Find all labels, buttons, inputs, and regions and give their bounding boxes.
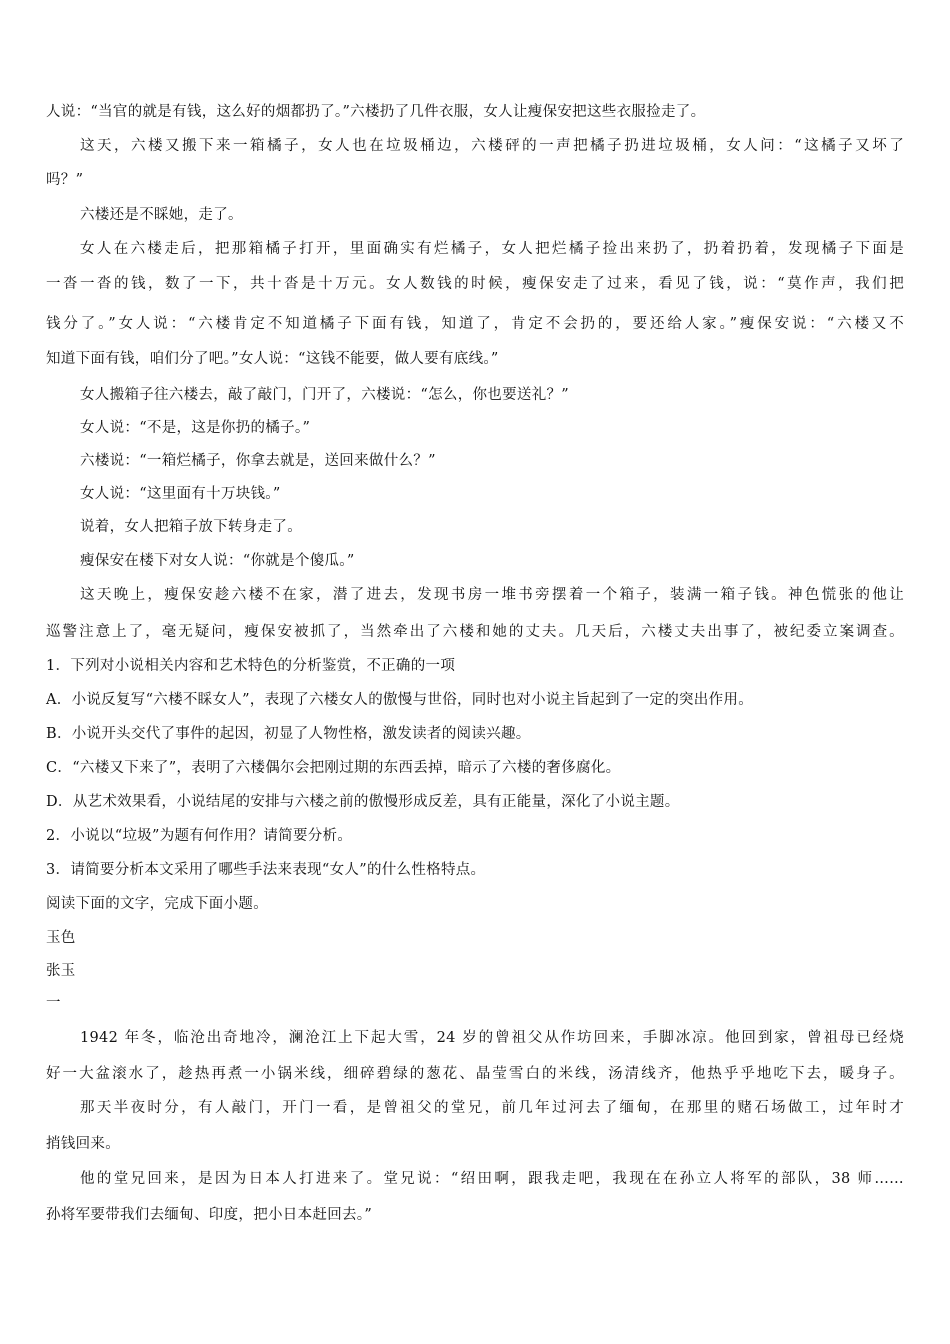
paragraph-line: 巡警注意上了，毫无疑问，瘦保安被抓了，当然牵出了六楼和她的丈夫。几天后，六楼丈夫出事了，被纪委立案调查。 (46, 624, 904, 640)
paragraph-line: 捎钱回来。 (46, 1136, 120, 1152)
story-title: 玉色 (46, 930, 76, 946)
question-line: 3．请简要分析本文采用了哪些手法来表现“女人”的什么性格特点。 (46, 862, 486, 878)
paragraph-line: 孙将军要带我们去缅甸、印度，把小日本赶回去。” (46, 1207, 373, 1223)
paragraph-line: 一沓一沓的钱，数了一下，共十沓是十万元。女人数钱的时候，瘦保安走了过来，看见了钱，说：“莫作声，我们把 (46, 276, 904, 292)
paragraph-line: 女人搬箱子往六楼去，敲了敲门，门开了，六楼说：“怎么，你也要送礼？” (80, 387, 570, 403)
paragraph-line: 钱分了。”女人说：“六楼肯定不知道橘子下面有钱，知道了，肯定不会扔的，要还给人家。”瘦保安说：“六楼又不 (46, 316, 904, 332)
paragraph-line: 那天半夜时分，有人敲门，开门一看，是曾祖父的堂兄，前几年过河去了缅甸，在那里的赌石场做工，过年时才 (80, 1100, 904, 1116)
story-author: 张玉 (46, 963, 76, 979)
paragraph-line: 好一大盆滚水了，趁热再煮一小锅米线，细碎碧绿的葱花、晶莹雪白的米线，汤清线齐，他热乎乎地吃下去，暖身子。 (46, 1066, 904, 1082)
paragraph-line: 知道下面有钱，咱们分了吧。”女人说：“这钱不能要，做人要有底线。” (46, 351, 499, 367)
paragraph-line: 这天，六楼又搬下来一箱橘子，女人也在垃圾桶边，六楼砰的一声把橘子扔进垃圾桶，女人问：“这橘子又坏了 (80, 138, 904, 154)
question-line: 1．下列对小说相关内容和艺术特色的分析鉴赏，不正确的一项 (46, 658, 456, 674)
paragraph-line: 人说：“当官的就是有钱，这么好的烟都扔了。”六楼扔了几件衣服，女人让瘦保安把这些衣服捡走了。 (46, 104, 706, 120)
option-line: A．小说反复写“六楼不睬女人”，表现了六楼女人的傲慢与世俗，同时也对小说主旨起到了一定的突出作用。 (46, 692, 753, 708)
paragraph-line: 说着，女人把箱子放下转身走了。 (80, 519, 302, 535)
question-line: 2．小说以“垃圾”为题有何作用？请简要分析。 (46, 828, 353, 844)
option-line: D．从艺术效果看，小说结尾的安排与六楼之前的傲慢形成反差，具有正能量，深化了小说主题。 (46, 794, 680, 810)
paragraph-line: 这天晚上，瘦保安趁六楼不在家，潜了进去，发现书房一堆书旁摆着一个箱子，装满一箱子钱。神色慌张的他让 (80, 587, 904, 603)
paragraph-line: 女人在六楼走后，把那箱橘子打开，里面确实有烂橘子，女人把烂橘子捡出来扔了，扔着扔着，发现橘子下面是 (80, 241, 904, 257)
section-number: 一 (46, 995, 61, 1011)
paragraph-line: 瘦保安在楼下对女人说：“你就是个傻瓜。” (80, 553, 355, 569)
option-line: C．“六楼又下来了”，表明了六楼偶尔会把刚过期的东西丢掉，暗示了六楼的奢侈腐化。 (46, 760, 621, 776)
paragraph-line: 六楼还是不睬她，走了。 (80, 207, 243, 223)
instruction-line: 阅读下面的文字，完成下面小题。 (46, 896, 268, 912)
option-line: B．小说开头交代了事件的起因，初显了人物性格，激发读者的阅读兴趣。 (46, 726, 531, 742)
paragraph-line: 吗？” (46, 172, 84, 188)
paragraph-line: 女人说：“不是，这是你扔的橘子。” (80, 420, 311, 436)
paragraph-line: 女人说：“这里面有十万块钱。” (80, 486, 281, 502)
paragraph-line: 六楼说：“一箱烂橘子，你拿去就是，送回来做什么？” (80, 453, 436, 469)
paragraph-line: 他的堂兄回来，是因为日本人打进来了。堂兄说：“绍田啊，跟我走吧，我现在在孙立人将军的部队，38 师…… (80, 1171, 904, 1187)
paragraph-line: 1942 年冬，临沧出奇地冷，澜沧江上下起大雪，24 岁的曾祖父从作坊回来，手脚冰凉。他回到家，曾祖母已经烧 (80, 1030, 904, 1046)
